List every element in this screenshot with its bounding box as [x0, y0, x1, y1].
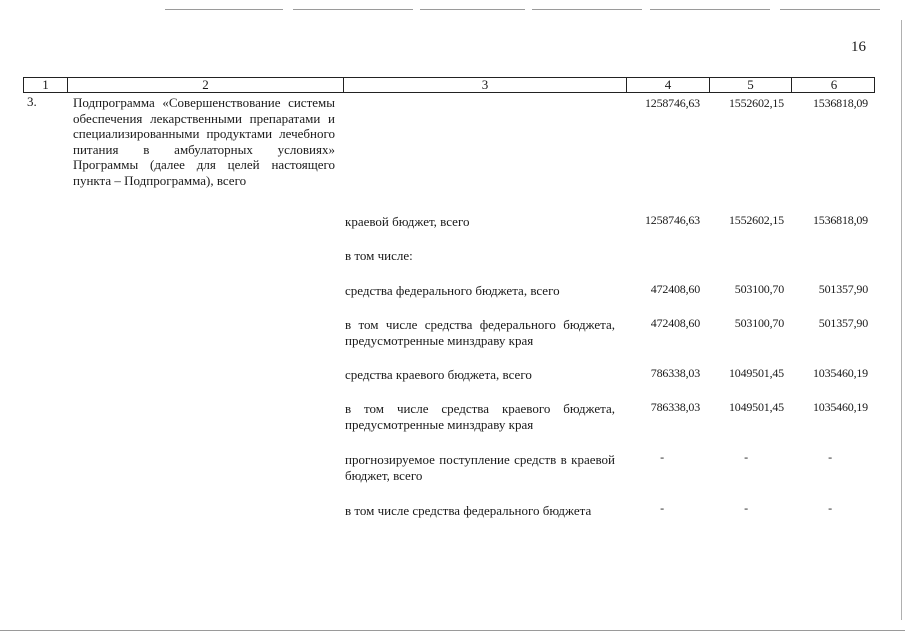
header-col-5: 5 — [710, 78, 792, 92]
scan-artifact-line — [293, 9, 413, 10]
page-number: 16 — [851, 39, 866, 55]
line-value-col-4: 786338,03 — [650, 400, 700, 414]
line-label: средства федерального бюджета, всего — [345, 283, 560, 298]
line-value-col-4: - — [660, 450, 664, 464]
line-value-col-4: 786338,03 — [650, 366, 700, 380]
header-col-4: 4 — [627, 78, 710, 92]
line-value-col-6: 1035460,19 — [812, 400, 868, 414]
line-value-col-4: 472408,60 — [650, 316, 700, 330]
line-value-col-6: 1536818,09 — [812, 213, 868, 227]
line-value-col-5: 503100,70 — [734, 316, 784, 330]
line-value-col-4: 472408,60 — [650, 282, 700, 296]
line-label: прогнозируемое поступление средств в краевой бюджет, всего — [345, 452, 615, 483]
header-col-2: 2 — [68, 78, 344, 92]
line-value-col-6: 501357,90 — [818, 282, 868, 296]
line-label: в том числе средства федерального бюджета, предусмотренные минздраву края — [345, 317, 615, 348]
header-col-6: 6 — [830, 77, 838, 92]
total-value-col-6: 1536818,09 — [812, 96, 868, 110]
line-label: в том числе средства краевого бюджета, предусмотренные минздраву края — [345, 401, 615, 432]
scan-artifact-line — [901, 20, 902, 620]
total-value-col-4: 1258746,63 — [644, 96, 700, 110]
row-number: 3. — [27, 94, 37, 109]
line-value-col-5: 503100,70 — [734, 282, 784, 296]
line-value-col-5: 1049501,45 — [728, 400, 784, 414]
line-value-col-6: 1035460,19 — [812, 366, 868, 380]
line-value-col-6: - — [828, 501, 832, 515]
subprogram-title: Подпрограмма «Совершенствование системы обеспечения лекарственными препаратами и специализированными продуктами лечебного питания в амбулаторных условиях» Программы (далее для целей настоящего пункта – Подпрограмма), всего — [73, 95, 335, 188]
line-value-col-5: 1049501,45 — [728, 366, 784, 380]
scan-artifact-line — [165, 9, 283, 10]
line-value-col-5: 1552602,15 — [728, 213, 784, 227]
scan-artifact-line — [420, 9, 525, 10]
line-label: краевой бюджет, всего — [345, 214, 470, 229]
scan-artifact-line — [780, 9, 880, 10]
scan-artifact-line — [650, 9, 770, 10]
scan-artifact-line — [532, 9, 642, 10]
line-value-col-4: 1258746,63 — [644, 213, 700, 227]
header-col-3: 3 — [344, 78, 627, 92]
line-value-col-5: - — [744, 450, 748, 464]
line-value-col-6: - — [828, 450, 832, 464]
line-value-col-6: 501357,90 — [818, 316, 868, 330]
line-label: средства краевого бюджета, всего — [345, 367, 532, 382]
table-header-row — [23, 77, 875, 93]
line-value-col-5: - — [744, 501, 748, 515]
line-label: в том числе средства федерального бюджета — [345, 503, 592, 518]
header-col-1: 1 — [24, 78, 68, 92]
total-value-col-5: 1552602,15 — [728, 96, 784, 110]
line-value-col-4: - — [660, 501, 664, 515]
scan-artifact-line — [0, 630, 905, 631]
line-label: в том числе: — [345, 248, 413, 263]
